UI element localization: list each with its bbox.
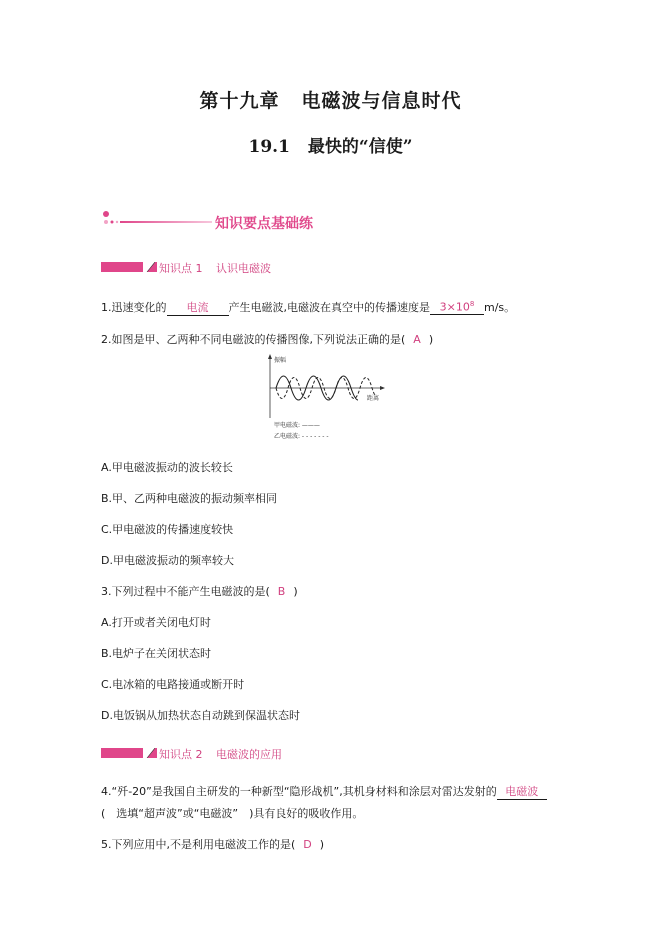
q2-suffix: ) [428,333,434,346]
kp2-label: 知识点 2 [159,748,203,761]
q1-middle: 产生电磁波,电磁波在真空中的传播速度是 [228,301,430,314]
kp1-title: 认识电磁波 [216,262,271,275]
chapter-title [0,86,661,113]
question-4-line-2: ( 选填“超声波”或“电磁波” )具有良好的吸收作用。 [101,807,364,820]
q1-suffix: m/s。 [484,301,516,314]
q3-option-c: C.电冰箱的电路接通或断开时 [101,678,245,691]
kp2-heading [159,746,282,762]
q1-prefix: 1.迅速变化的 [101,301,167,314]
legend-wave-b: 乙电磁波: - - - - - - - [274,433,329,440]
x-axis-arrow-icon [380,386,385,390]
q2-option-a: A.甲电磁波振动的波长较长 [101,461,233,474]
kp2-title: 电磁波的应用 [216,748,282,761]
question-2 [101,331,433,347]
section-title [0,132,661,157]
q3-prefix: 3.下列过程中不能产生电磁波的是( [101,585,270,598]
legend-wave-a: 甲电磁波: ——— [274,422,320,429]
wave-figure [262,352,388,442]
q3-answer: B [277,585,286,598]
banner-decoration-icon [102,208,222,230]
q2-prefix: 2.如图是甲、乙两种不同电磁波的传播图像,下列说法正确的是( [101,333,406,346]
q3-option-a: A.打开或者关闭电灯时 [101,616,211,629]
q2-option-b: B.甲、乙两种电磁波的振动频率相同 [101,492,278,505]
q3-option-d: D.电饭锅从加热状态自动跳到保温状态时 [101,709,300,722]
q5-prefix: 5.下列应用中,不是利用电磁波工作的是( [101,838,296,851]
question-4 [101,783,547,800]
x-axis-label: 距离 [367,395,380,402]
kp1-heading [159,260,271,276]
q4-text: 4.“歼-20”是我国自主研发的一种新型“隐形战机”,其机身材料和涂层对雷达发射的 [101,785,497,798]
y-axis-label: 振幅 [274,357,287,364]
kp2-tag-corner-icon [143,748,155,758]
q2-option-d: D.甲电磁波振动的频率较大 [101,554,234,567]
q1-answer-1: 电流 [167,299,229,316]
question-3 [101,583,298,599]
question-5 [101,836,324,852]
kp1-label: 知识点 1 [159,262,203,275]
q5-answer: D [303,838,312,851]
section-name: 最快的“信使” [307,137,413,157]
section-number: 19.1 [248,137,290,157]
chapter-number: 第十九章 [199,90,280,112]
kp1-tag-corner-icon [143,262,155,272]
q1-answer-2 [430,300,484,315]
section-banner-label: 知识要点基础练 [215,216,313,232]
q1-answer-2-exponent: 8 [469,300,475,309]
q1-answer-2-base: 3×10 [439,301,470,314]
q3-suffix: ) [293,585,298,598]
y-axis-arrow-icon [268,354,272,359]
q3-option-b: B.电炉子在关闭状态时 [101,647,212,660]
q5-suffix: ) [319,838,325,851]
q2-answer: A [413,333,421,346]
chapter-name: 电磁波与信息时代 [301,90,462,112]
q4-answer: 电磁波 [497,783,547,800]
q2-option-c: C.甲电磁波的传播速度较快 [101,523,234,536]
question-1 [101,299,515,316]
